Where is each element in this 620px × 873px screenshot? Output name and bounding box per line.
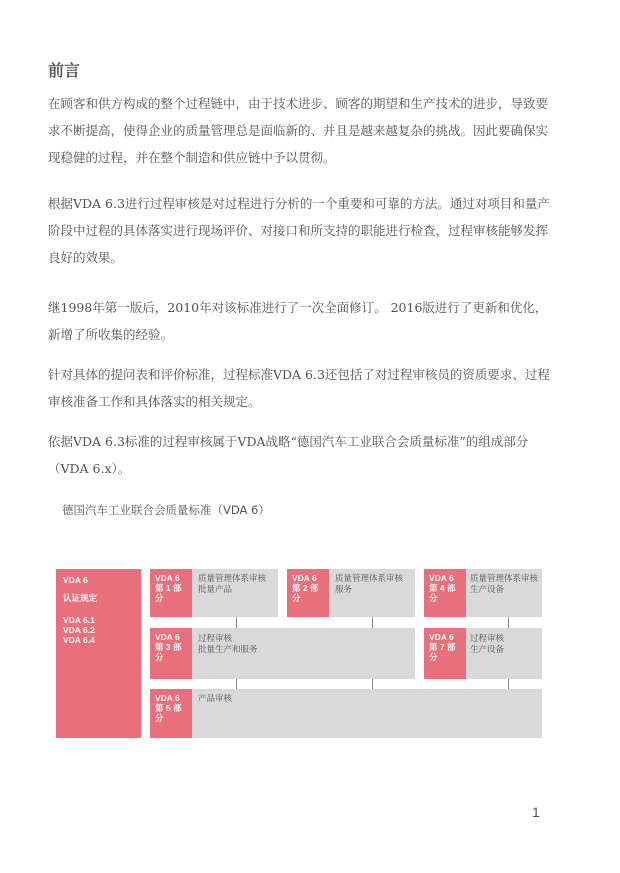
part-7-label: VDA 6 第 7 部 分 (424, 628, 466, 679)
page-number: 1 (532, 804, 540, 820)
part-2-text: 质量管理体系审核 服务 (335, 574, 404, 595)
connector-line (372, 617, 373, 628)
part-3-text: 过程审核 批量生产和服务 (198, 634, 258, 655)
paragraph-5: 依据VDA 6.3标准的过程审核属于VDA战略“德国汽车工业联合会质量标准”的组成部分（VDA 6.x）。 (48, 434, 529, 476)
part-2-label: VDA 6 第 2 部 分 (287, 569, 329, 617)
diagram-caption: 德国汽车工业联合会质量标准（VDA 6） (62, 503, 270, 517)
part-5-text: 产品审核 (198, 694, 233, 704)
connector-line (508, 679, 509, 689)
part-1-label: VDA 6 第 1 部 分 (150, 569, 192, 617)
side-item: VDA 6.2 (63, 625, 95, 635)
paragraph-3: 继1998年第一版后，2010年对该标准进行了一次全面修订。 2016版进行了更新和优化，新增了所收集的经验。 (48, 300, 548, 342)
connector-line (372, 679, 373, 689)
vda6-side-box (56, 569, 141, 738)
paragraph-4: 针对具体的提问表和评价标准，过程标准VDA 6.3还包括了对过程审核员的资质要求、过程审核准备工作和具体落实的相关规定。 (48, 367, 550, 409)
part-3-label: VDA 6 第 3 部 分 (150, 628, 192, 679)
paragraph-1: 在顾客和供方构成的整个过程链中，由于技术进步、顾客的期望和生产技术的进步，导致要求不断提高，使得企业的质量管理总是面临新的、并且是越来越复杂的挑战。因此要确保实现稳健的过程，并在整个制造和供应链中予以贯彻。 (48, 96, 549, 165)
side-item: VDA 6.1 (63, 615, 95, 625)
paragraph-2: 根据VDA 6.3进行过程审核是对过程进行分析的一个重要和可靠的方法。通过对项目和量产阶段中过程的具体落实进行现场评价、对接口和所支持的职能进行检查，过程审核能够发挥良好的效果。 (48, 196, 550, 265)
connector-line (508, 617, 509, 628)
part-1-text: 质量管理体系审核 批量产品 (198, 574, 267, 595)
part-5-label: VDA 6 第 5 部 分 (150, 689, 192, 738)
side-subtitle: 认证规定 (63, 593, 98, 603)
connector-line (236, 617, 237, 628)
side-item: VDA 6.4 (63, 635, 95, 645)
connector-line (236, 679, 237, 689)
side-title: VDA 6 (63, 575, 88, 585)
page-title: 前言 (48, 61, 81, 80)
part-7-text: 过程审核 生产设备 (470, 634, 505, 655)
part-4-text: 质量管理体系审核 生产设备 (470, 574, 539, 595)
part-4-label: VDA 6 第 4 部 分 (424, 569, 466, 617)
